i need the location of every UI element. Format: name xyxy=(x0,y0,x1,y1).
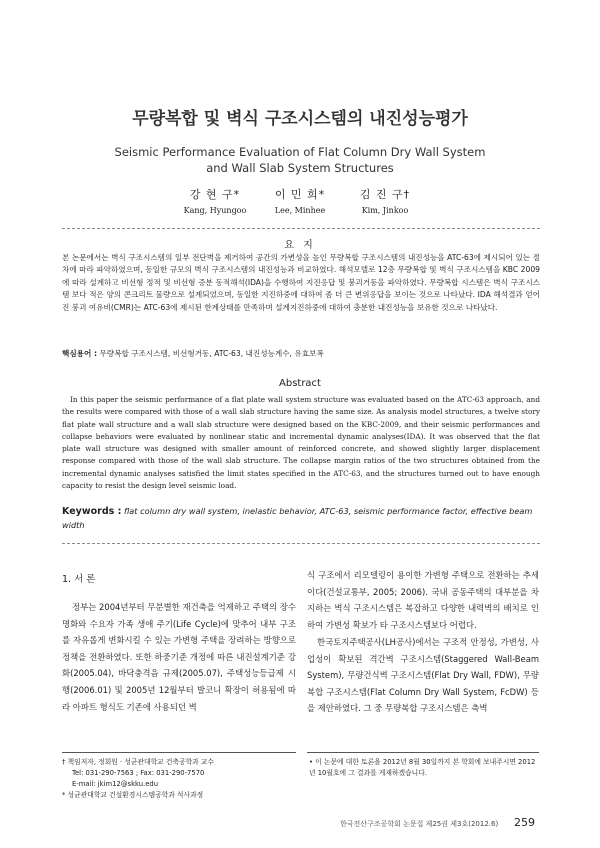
abstract-english-text: In this paper the seismic performance of a flat plate wall system structure was evaluated based on the ATC-63 approach, and the results were compared with those of a wall slab structure having the same size. As analysis model structures, a twelve story flat plate wall structure and a wall slab structure were designed based on the KBC-2009, and their seismic performances and collapse behaviors were evaluated by nonlinear static and incremental dynamic analyses(IDA). It was observed that the flat plate wall structure was designed with smaller amount of reinforced concrete, and showed slightly larger displacement response compared with those of the wall slab structure. The collapse margin ratios of the two structures obtained from the incremental dynamic analyses satisfied the limit states specified in the ATC-63, and the structures turned out to have enough capacity to resist the design level seismic load. xyxy=(62,395,540,491)
keywords-korean-label: 핵심용어 : xyxy=(62,349,98,358)
footnote-left xyxy=(62,757,296,801)
author-1 xyxy=(170,186,260,215)
author-3-name-en: Kim, Jinkoo xyxy=(361,206,409,215)
keywords-korean-values: 무량복합 구조시스템, 비선형거동, ATC-63, 내진성능계수, 유효보폭 xyxy=(99,349,324,358)
footnote-email: E-mail: jkim12@skku.edu xyxy=(72,780,159,788)
author-3-name-ko: 김 진 구† xyxy=(359,188,411,201)
abstract-korean-text: 본 논문에서는 벽식 구조시스템의 일부 전단벽을 제거하여 공간의 가변성을 높인 무량복합 구조시스템의 내진성능을 ATC-63에 제시되어 있는 절차에 따라 파악하였으며, 동일한 규모의 벽식 구조시스템의 내진성능과 비교하였다. 해석모델로 12층 무량복합 및 벽식 구조시스템을 KBC 2009에 따라 설계하고 비선형 정적 및 비선형 증분 동적해석(IDA)을 수행하여 지진응답 및 붕괴거동을 파악하였다. 무량복합 시스템은 벽식 구조시스템 보다 적은 양의 콘크리트 물량으로 설계되었으며, 동일한 지진하중에 대하여 좀 더 큰 변위응답을 보이는 것으로 나타났다. IDA 해석결과 얻어진 붕괴 여유비(CMR)는 ATC-63에 제시된 한계상태를 만족하며 설계지진하중에 대하여 충분한 내진성능을 보유한 것으로 나타났다. xyxy=(62,253,540,312)
footnote-coauthor: * 성균관대학교 건설환경시스템공학과 석사과정 xyxy=(62,791,204,799)
author-3 xyxy=(340,186,430,215)
divider-top xyxy=(62,228,540,229)
author-2 xyxy=(255,186,345,215)
keywords-english-label: Keywords : xyxy=(62,506,122,517)
body-right-column-p1: 식 구조에서 리모델링이 용이한 가변형 주택으로 전환하는 추세이다(건설교통부, 2005; 2006). 국내 공동주택의 대부분을 차지하는 벽식 구조시스템은 복잡하고 다양한 내력벽의 배치로 인하여 가변성 확보가 타 구조시스템보다 어렵다. xyxy=(307,570,539,630)
author-2-name-en: Lee, Minhee xyxy=(274,206,326,215)
abstract-english-heading: Abstract xyxy=(279,378,321,389)
paper-title-english-line1: Seismic Performance Evaluation of Flat Column Dry Wall System xyxy=(114,145,486,159)
body-right-column-p2: 한국토지주택공사(LH공사)에서는 구조적 안정성, 가변성, 사업성이 확보된 격간벽 구조시스템(Staggered Wall-Beam System), 무량건식벽 구조시스템(Flat Dry Wall, FDW), 무량복합 구조시스템(Flat Column Dry Wall System, FcDW) 등을 제안하였다. 그 중 무량복합 구조시스템은 측벽 xyxy=(307,637,539,714)
journal-footer: 한국전산구조공학회 논문집 제25권 제3호(2012.6) xyxy=(340,820,499,828)
section-1-heading: 1. 서 론 xyxy=(62,574,96,585)
page-number: 259 xyxy=(514,816,535,829)
footnote-phone: Tel: 031-290-7563 ; Fax: 031-290-7570 xyxy=(72,769,205,777)
abstract-korean-heading: 요 지 xyxy=(284,240,316,251)
keywords-english-values: flat column dry wall system, inelastic behavior, ATC-63, seismic performance factor, effective beam width xyxy=(62,506,533,530)
keywords-korean xyxy=(62,348,540,360)
footnote-right: • 이 논문에 대한 토론을 2012년 8월 30일까지 본 학회에 보내주시면 2012년 10월호에 그 결과를 게재하겠습니다. xyxy=(309,758,536,777)
footnote-corresponding-author: † 책임저자, 정회원 · 성균관대학교 건축공학과 교수 xyxy=(62,758,214,766)
author-1-name-ko: 강 현 구* xyxy=(189,188,241,201)
author-list xyxy=(0,186,600,218)
author-2-name-ko: 이 민 희* xyxy=(274,188,326,201)
body-left-column: 정부는 2004년부터 무분별한 재건축을 억제하고 주택의 장수명화와 수요자 가족 생애 주기(Life Cycle)에 맞추어 내부 구조를 자유롭게 변화시킬 수 있는 가변형 주택을 장려하는 방향으로 정책을 전환하였다. 또한 하중기준 개정에 따른 내진설계기준 강화(2005.04), 바닥충격음 규제(2005.07), 주택성능등급제 시행(2006.01) 및 2005년 12월부터 발코니 확장이 허용됨에 따라 아파트 형식도 기존에 사용되던 벽 xyxy=(62,602,296,712)
paper-title-korean: 무량복합 및 벽식 구조시스템의 내진성능평가 xyxy=(132,109,468,129)
divider-bottom xyxy=(62,543,540,544)
paper-title-english-line2: and Wall Slab System Structures xyxy=(206,161,394,175)
footnote-rule-right xyxy=(307,752,539,753)
keywords-english xyxy=(62,505,540,531)
author-1-name-en: Kang, Hyungoo xyxy=(183,206,247,215)
footnote-rule-left xyxy=(62,752,296,753)
